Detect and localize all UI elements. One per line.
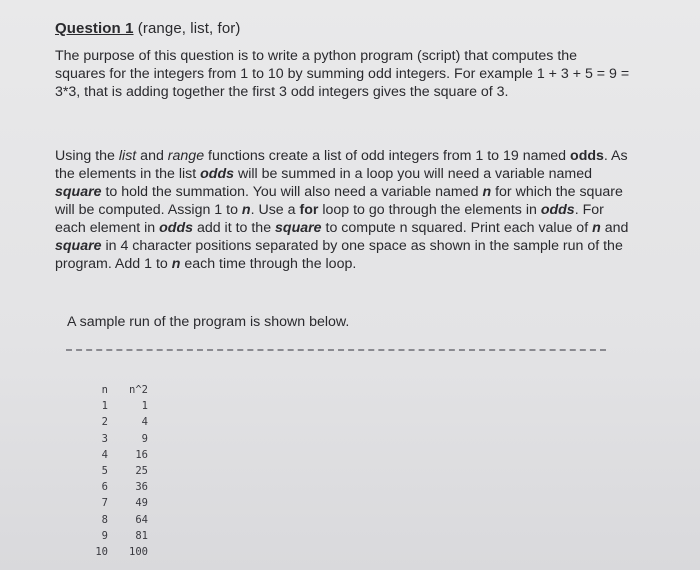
output-row bbox=[84, 463, 148, 479]
output-row bbox=[84, 414, 148, 430]
dashed-separator bbox=[66, 349, 606, 351]
output-square-value: 25 bbox=[135, 465, 148, 478]
output-square-value: 100 bbox=[129, 546, 148, 559]
output-row bbox=[84, 431, 148, 447]
header-n-squared: n^2 bbox=[129, 384, 148, 396]
output-n-value: 6 bbox=[101, 481, 108, 494]
output-n-value: 2 bbox=[101, 416, 108, 429]
output-row bbox=[84, 479, 148, 495]
output-n-value: 9 bbox=[101, 529, 108, 542]
output-n-value: 3 bbox=[101, 432, 108, 445]
output-row bbox=[84, 528, 148, 544]
sample-output bbox=[84, 382, 148, 560]
output-row bbox=[84, 398, 148, 414]
output-square-value: 9 bbox=[141, 432, 148, 445]
output-n-value: 7 bbox=[101, 497, 108, 510]
output-n-value: 5 bbox=[101, 465, 108, 478]
question-number: Question 1 bbox=[55, 20, 134, 37]
output-row bbox=[84, 447, 148, 463]
header-n: n bbox=[101, 384, 108, 396]
output-square-value: 1 bbox=[141, 400, 148, 413]
question-heading bbox=[55, 20, 240, 37]
instructions-paragraph: Using the list and range functions create a list of odd integers from 1 to 19 named odds. As the elements in the list odds will be summed in a loop you will need a variable named square to hold the summation. You will also need a variable named n for which the square will be computed. Assign 1 to n. Use a for loop to go through the elements in odds. For each element in odds add it to the square to compute n squared. Print each value of n and square in 4 character positions separated by one space as shown in the sample run of the program. Add 1 to n each time through the loop. bbox=[55, 148, 629, 272]
output-row bbox=[84, 495, 148, 511]
purpose-paragraph: The purpose of this question is to write a python program (script) that computes the squares for the integers from 1 to 10 by summing odd integers. For example 1 + 3 + 5 = 9 = 3*3, that is adding together the first 3 odd integers gives the square of 3. bbox=[55, 48, 630, 100]
question-topics: (range, list, for) bbox=[137, 20, 241, 37]
output-header-row bbox=[84, 382, 148, 398]
output-square-value: 49 bbox=[135, 497, 148, 510]
output-square-value: 4 bbox=[141, 416, 148, 429]
output-square-value: 36 bbox=[135, 481, 148, 494]
output-n-value: 1 bbox=[101, 400, 108, 413]
output-square-value: 16 bbox=[135, 448, 148, 461]
output-square-value: 64 bbox=[135, 513, 148, 526]
output-n-value: 10 bbox=[95, 546, 108, 559]
output-row bbox=[84, 544, 148, 560]
output-row bbox=[84, 512, 148, 528]
output-n-value: 8 bbox=[101, 513, 108, 526]
output-n-value: 4 bbox=[101, 448, 108, 461]
output-square-value: 81 bbox=[135, 529, 148, 542]
sample-run-label: A sample run of the program is shown below. bbox=[67, 314, 350, 330]
